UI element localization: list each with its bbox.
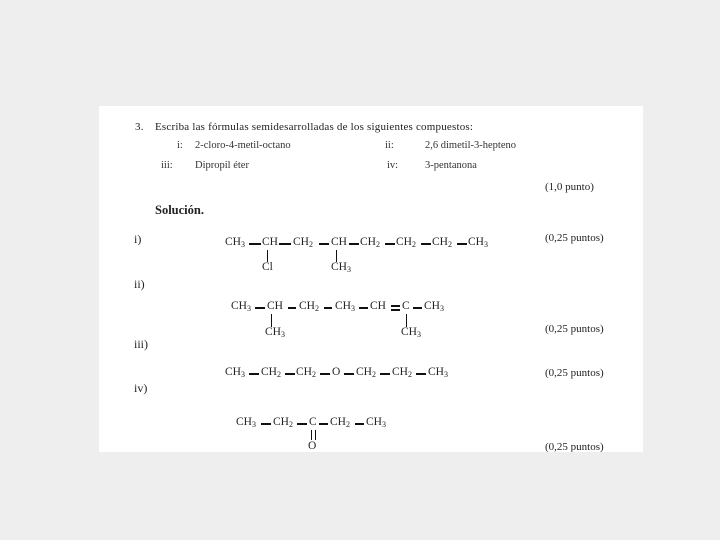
part-iv-points: (0,25 puntos) xyxy=(545,441,604,452)
bond xyxy=(261,423,271,425)
bond xyxy=(285,373,295,375)
question-statement: Escriba las fórmulas semidesarrolladas de los siguientes compuestos: xyxy=(155,121,474,133)
question-points: (1,0 punto) xyxy=(545,181,594,193)
atom-group: $CH_2$ xyxy=(299,300,319,313)
part-iii-label: iii) xyxy=(134,337,148,351)
bond xyxy=(324,307,332,309)
atom-group: $CH_2$ xyxy=(330,416,350,429)
double-bond-right xyxy=(315,430,316,440)
part-ii-label: ii) xyxy=(134,277,145,291)
bond xyxy=(380,373,390,375)
bond xyxy=(349,243,359,245)
item-iv-label: iv: xyxy=(387,160,399,171)
item-iv-name: 3-pentanona xyxy=(425,160,477,171)
atom-group: CH xyxy=(331,236,347,248)
bond xyxy=(416,373,426,375)
bond xyxy=(359,307,368,309)
bond xyxy=(421,243,431,245)
atom-group: $CH_3$ xyxy=(236,416,256,429)
atom-group: $CH_2$ xyxy=(293,236,313,249)
atom-group: $CH_3$ xyxy=(428,366,448,379)
item-ii-name: 2,6 dimetil-3-hepteno xyxy=(425,140,516,151)
part-iv-label: iv) xyxy=(134,381,148,395)
carbonyl-oxygen: O xyxy=(308,440,317,452)
atom-group: $CH_3$ xyxy=(468,236,488,249)
substituent-methyl: $CH_3$ xyxy=(265,326,285,339)
atom-group: CH xyxy=(370,300,386,312)
atom-group: $CH_3$ xyxy=(335,300,355,313)
atom-group: $CH_3$ xyxy=(366,416,386,429)
atom-group: $CH_3$ xyxy=(225,366,245,379)
item-ii-label: ii: xyxy=(385,140,394,151)
bond xyxy=(355,423,364,425)
bond xyxy=(249,373,259,375)
atom-group: CH xyxy=(262,236,278,248)
atom-group: $CH_3$ xyxy=(231,300,251,313)
bond xyxy=(255,307,265,309)
substituent-cl: Cl xyxy=(262,261,273,273)
item-iii-label: iii: xyxy=(161,160,173,171)
bond xyxy=(457,243,467,245)
item-i-label: i: xyxy=(177,140,183,151)
atom-group: $CH_2$ xyxy=(356,366,376,379)
bond xyxy=(279,243,291,245)
atom-group: C xyxy=(309,416,317,428)
item-i-name: 2-cloro-4-metil-octano xyxy=(195,140,291,151)
part-iii-points: (0,25 puntos) xyxy=(545,367,604,379)
bond xyxy=(344,373,354,375)
atom-group: O xyxy=(332,366,341,378)
bond xyxy=(249,243,261,245)
atom-group: $CH_2$ xyxy=(396,236,416,249)
atom-group: $CH_2$ xyxy=(261,366,281,379)
double-bond-top xyxy=(391,305,400,307)
part-i-points: (0,25 puntos) xyxy=(545,232,604,244)
bond xyxy=(288,307,296,309)
bond xyxy=(319,423,328,425)
bond xyxy=(320,373,330,375)
atom-group: CH xyxy=(267,300,283,312)
double-bond-bottom xyxy=(391,309,400,311)
atom-group: $CH_2$ xyxy=(296,366,316,379)
solution-title: Solución. xyxy=(155,203,204,217)
atom-group: $CH_3$ xyxy=(424,300,444,313)
atom-group: $CH_2$ xyxy=(432,236,452,249)
question-number: 3. xyxy=(135,121,144,133)
atom-group: $CH_2$ xyxy=(360,236,380,249)
atom-group: C xyxy=(402,300,410,312)
bond xyxy=(413,307,422,309)
atom-group: $CH_2$ xyxy=(392,366,412,379)
bond xyxy=(319,243,329,245)
part-ii-points: (0,25 puntos) xyxy=(545,323,604,335)
bond xyxy=(385,243,395,245)
part-i-label: i) xyxy=(134,232,142,246)
substituent-methyl: $CH_3$ xyxy=(401,326,421,339)
double-bond-left xyxy=(311,430,312,440)
substituent-methyl: $CH_3$ xyxy=(331,261,351,274)
bond xyxy=(297,423,307,425)
atom-group: $CH_3$ xyxy=(225,236,245,249)
atom-group: $CH_2$ xyxy=(273,416,293,429)
item-iii-name: Dipropil éter xyxy=(195,160,249,171)
document-slide xyxy=(99,106,643,452)
